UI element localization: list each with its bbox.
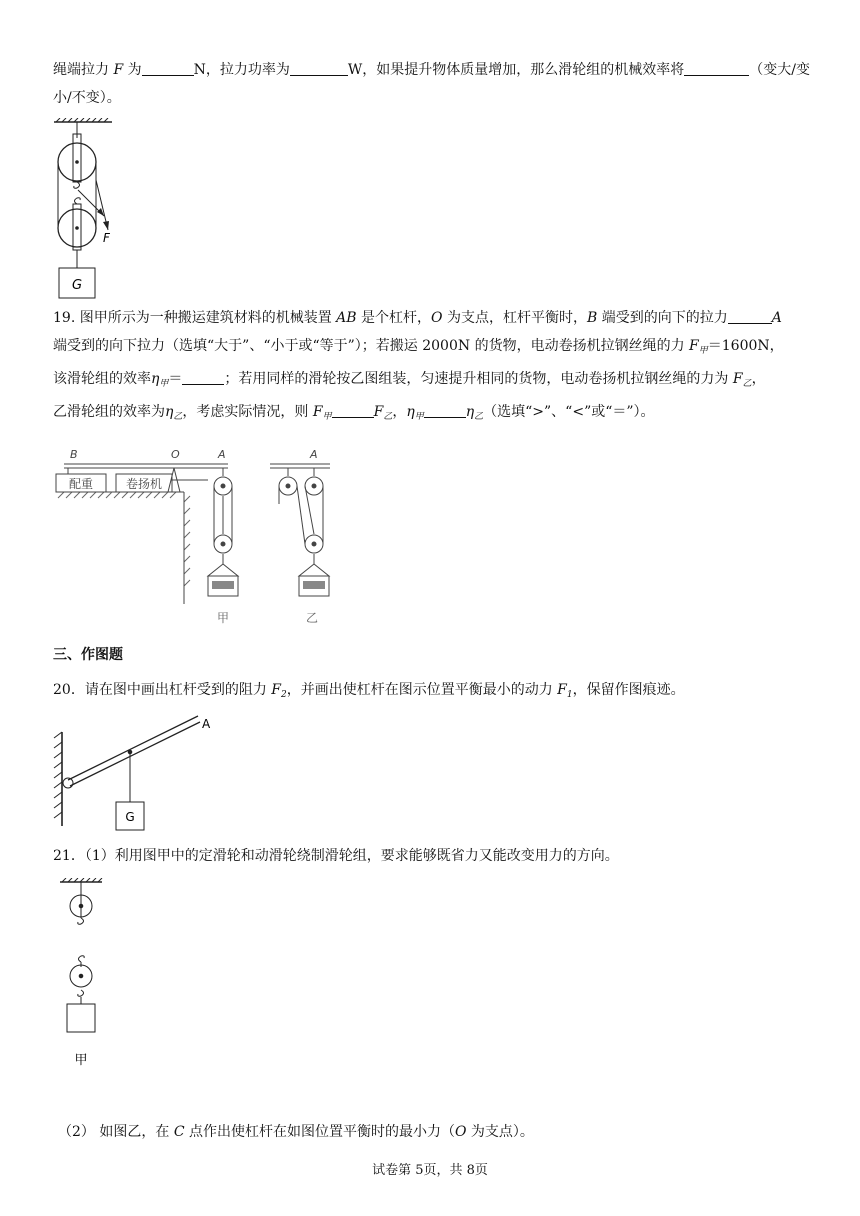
caption-jia: 甲 [74,1053,88,1068]
answer-blank-efficiency-change[interactable] [684,59,749,76]
q18-text-2: 为 [123,62,142,78]
answer-blank-compare-eta[interactable] [424,401,466,418]
q18-var-f: F [113,62,124,78]
q18-pulley-figure [48,118,128,304]
counterweight-label: 配重 [68,477,94,491]
q18-text-1: 绳端拉力 [53,62,114,78]
weight-label-g: G [125,810,135,824]
force-label-f: F [103,231,110,245]
point-label-a: A [202,717,211,731]
answer-blank-efficiency-jia[interactable] [182,368,224,385]
weight-label-g: G [71,278,83,293]
caption-jia: 甲 [216,611,230,625]
answer-blank-compare-f[interactable] [332,401,374,418]
q18-text-4: W，如果提升物体质量增加，那么滑轮组的机械效率将 [347,62,685,78]
section-title: 三、作图题 [53,647,123,663]
q19-crane-figure [48,444,368,630]
answer-blank-force[interactable] [142,59,194,76]
q18-text-5: （变大/变小/不变）。 [53,62,810,106]
q21-part2-text: （2） 如图乙，在 C 点作出使杠杆在如图位置平衡时的最小力（O 为支点）。 [58,1124,534,1140]
q21-text: 21．（1）利用图甲中的定滑轮和动滑轮绕制滑轮组，要求能够既省力又能改变用力的方向。 [53,848,619,864]
winch-label: 卷扬机 [125,477,163,491]
point-label-a-yi: A [310,448,318,461]
q20-lever-figure [50,712,230,836]
point-label-b: B [70,448,78,461]
q18-text-3: N，拉力功率为 [193,62,290,78]
point-label-o: O [171,448,180,461]
q18-text [53,56,813,112]
q19-text: 19. 图甲所示为一种搬运建筑材料的机械装置 AB 是个杠杆，O 为支点，杠杆平衡时，B 端受到的向下的拉力 A 端受到的向下拉力（选填“大于”、“小于或“等于”）；若搬运 2000N 的货物，电动卷扬机拉钢丝绳的力 $F_甲=1600N$， 该滑轮组的效率$\eta_甲=$ ；若用同样的滑轮按乙图组装，匀速提升相同的货物，电动卷扬机拉钢丝绳的力为 $F_乙$， 乙滑轮组的效率为$\eta_乙$，考虑实际情况，则 $F_甲$ $F_乙$，$\eta_甲$ $\eta_乙$（选填“>”、“<”或“＝”）。 [53,304,813,431]
answer-blank-power[interactable] [290,59,348,76]
q20-text: 20．请在图中画出杠杆受到的阻力 $F_2$，并画出使杠杆在图示位置平衡最小的动力 $F_1$，保留作图痕迹。 [53,682,685,700]
point-label-a-jia: A [218,448,226,461]
caption-yi: 乙 [305,611,319,625]
answer-blank-compare-force[interactable] [728,307,772,324]
page-footer: 试卷第 5页，共 8页 [372,1163,488,1178]
question-number-19: 19. [53,310,80,326]
q21-pulley-figure [56,878,106,1078]
